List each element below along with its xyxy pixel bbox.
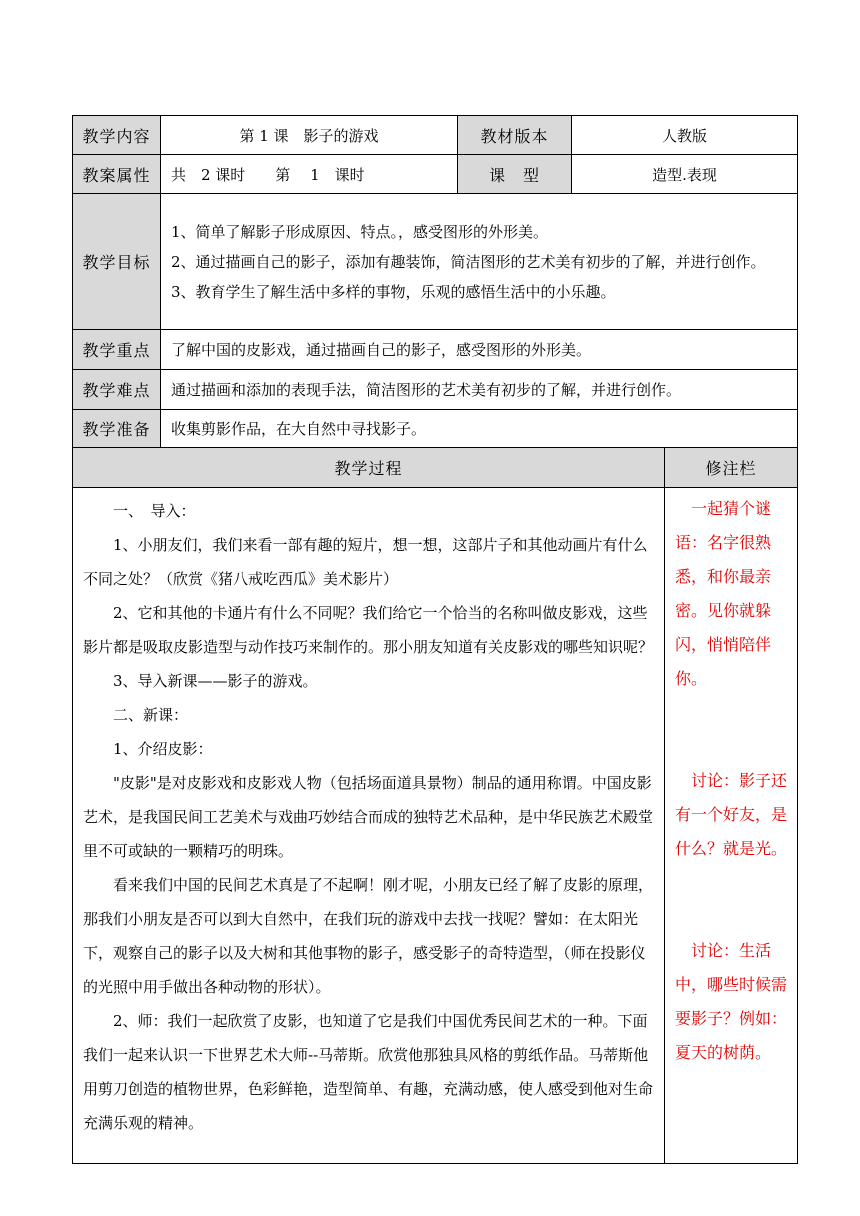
row-process-body [73,488,798,1164]
content-label: 教学内容 [73,116,161,155]
note-shadow: 讨论：生活中，哪些时候需要影子？例如：夏天的树荫。 [675,941,788,1062]
attr-value: 共 2 课时 第 1 课时 [161,155,458,194]
process-paragraph: 1、介绍皮影： [113,740,213,758]
row-difficulty [73,370,798,410]
difficulty-label: 教学难点 [73,370,161,410]
edition-label: 教材版本 [458,116,572,155]
key-point-label: 教学重点 [73,330,161,370]
process-paragraph: 3、导入新课——影子的游戏。 [113,672,318,690]
process-paragraph: 2、师：我们一起欣赏了皮影，也知道了它是我们中国优秀民间艺术的一种。下面我们一起来认识一下世界艺术大师--马蒂斯。欣赏他那独具风格的剪纸作品。马蒂斯他用剪刀创造的植物世界，色彩鲜艳，造型简单、有趣，充满动感，使人感受到他对生命充满乐观的精神。 [83,1012,654,1132]
goal-item: 1、简单了解影子形成原因、特点。，感受图形的外形美。 [171,222,549,241]
notes-header: 修注栏 [665,448,798,488]
process-paragraph: 一、 导入： [113,502,196,520]
row-content [73,116,798,155]
process-paragraph: 2、它和其他的卡通片有什么不同呢？我们给它一个恰当的名称叫做皮影戏，这些影片都是吸取皮影造型与动作技巧来制作的。那小朋友知道有关皮影戏的哪些知识呢？ [83,604,654,656]
preparation-value: 收集剪影作品，在大自然中寻找影子。 [161,410,798,448]
process-paragraph: 1、小朋友们，我们来看一部有趣的短片，想一想，这部片子和其他动画片有什么不同之处？（欣赏《猪八戒吃西瓜》美术影片） [83,536,648,588]
process-paragraph: 二、新课： [113,706,189,724]
row-goals [73,194,798,330]
row-key-point [73,330,798,370]
preparation-label: 教学准备 [73,410,161,448]
row-preparation [73,410,798,448]
type-value: 造型.表现 [572,155,798,194]
edition-value: 人教版 [572,116,798,155]
process-paragraph: 看来我们中国的民间艺术真是了不起啊！刚才呢，小朋友已经了解了皮影的原理，那我们小朋友是否可以到大自然中，在我们玩的游戏中去找一找呢？譬如：在太阳光下，观察自己的影子以及大树和其他事物的影子，感受影子的奇特造型，（师在投影仪的光照中用手做出各种动物的形状）。 [83,876,654,996]
goals-list [161,194,798,330]
type-label: 课 型 [458,155,572,194]
process-table [72,447,798,1164]
goal-item: 3、教育学生了解生活中多样的事物，乐观的感悟生活中的小乐趣。 [171,282,616,301]
difficulty-value: 通过描画和添加的表现手法，简洁图形的艺术美有初步的了解，并进行创作。 [161,370,798,410]
row-attr [73,155,798,194]
attr-label: 教案属性 [73,155,161,194]
process-paragraph: "皮影"是对皮影戏和皮影戏人物（包括场面道具景物）制品的通用称谓。中国皮影艺术，是我国民间工艺美术与戏曲巧妙结合而成的独特艺术品种，是中华民族艺术殿堂里不可或缺的一颗精巧的明珠。 [83,774,654,860]
lesson-plan [72,115,797,1164]
content-value: 第 1 课 影子的游戏 [161,116,458,155]
process-header: 教学过程 [73,448,665,488]
notes-column [665,488,798,1164]
note-light: 讨论：影子还有一个好友，是什么？就是光。 [675,771,788,858]
goal-item: 2、通过描画自己的影子，添加有趣装饰，简洁图形的艺术美有初步的了解，并进行创作。 [171,252,766,271]
process-body [73,488,665,1164]
note-riddle: 一起猜个谜语：名字很熟悉，和你最亲密。见你就躲闪，悄悄陪伴你。 [675,499,772,688]
info-table [72,115,798,448]
key-point-value: 了解中国的皮影戏，通过描画自己的影子，感受图形的外形美。 [161,330,798,370]
row-process-header [73,448,798,488]
goals-label: 教学目标 [73,194,161,330]
